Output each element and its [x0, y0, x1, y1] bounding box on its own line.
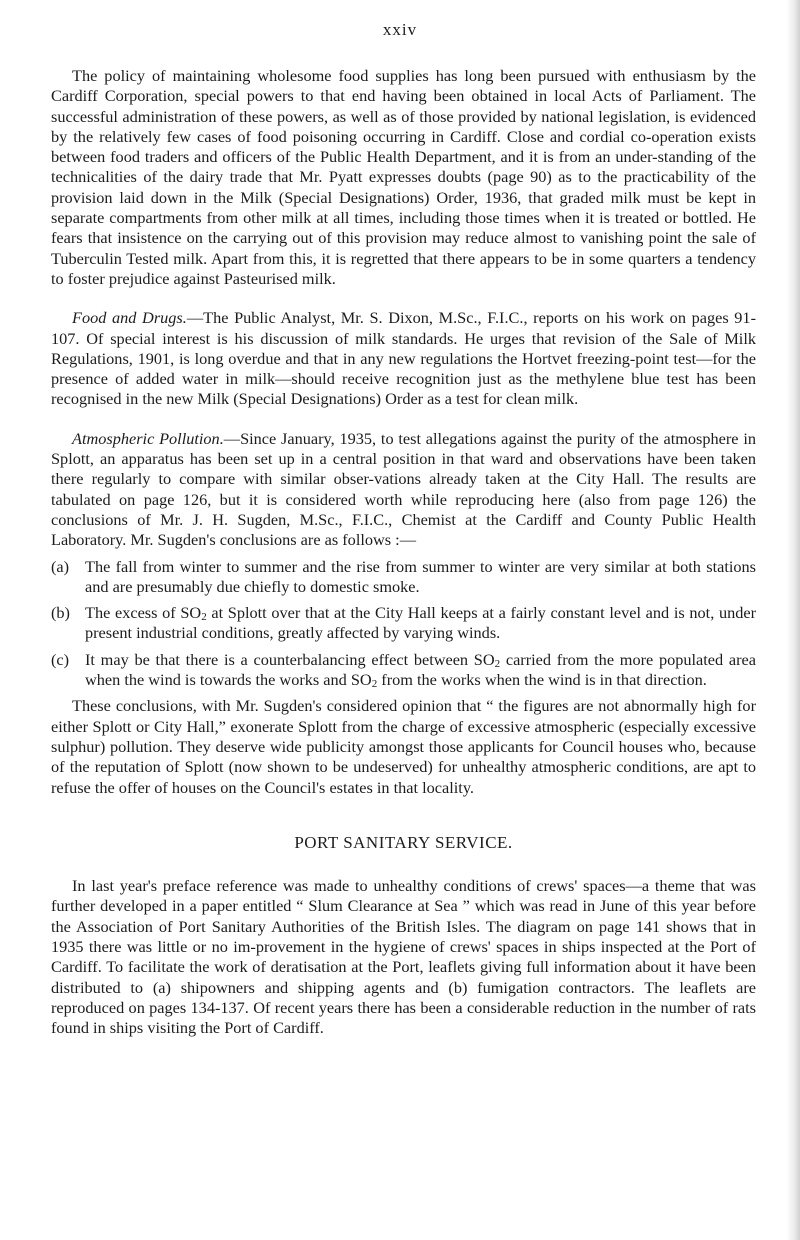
list-item	[51, 650, 756, 691]
conclusions-list	[51, 557, 756, 691]
page-edge-shadow	[786, 0, 800, 1240]
section-title-port-sanitary-service: PORT SANITARY SERVICE.	[294, 832, 513, 852]
list-item-text: The excess of $SO_2$ at Splott over that at the City Hall keeps at a fairly constant level and is not, under present industrial conditions, greatly affected by varying winds.	[85, 603, 757, 643]
subheading-atmospheric-pollution: Atmospheric Pollution.	[72, 428, 224, 448]
list-item-text: It may be that there is a counterbalancing effect between $SO_2$ carried from the more populated area when the wind is towards the works and $SO_2$ from the works when the wind is in that direction.	[85, 649, 757, 691]
paragraph-food-and-drugs	[51, 308, 756, 409]
list-item	[51, 557, 756, 598]
list-item	[51, 603, 756, 644]
food-and-drugs-text: —The Public Analyst, Mr. S. Dixon, M.Sc., F.I.C., reports on his work on pages 91-107. Of special interest is his discussion of milk standards. He urges that revision of the Sale of Milk Regulations, 1901, is long overdue and that in any new regulations the Hortvet freezing-point test—for the presence of added water in milk—should receive recognition just as the methylene blue test has been recognised in the new Milk (Special Designations) Order as a test for clean milk.	[51, 308, 756, 409]
atmospheric-pollution-text: —Since January, 1935, to test allegations against the purity of the atmosphere in Splott, an apparatus has been set up in a central position in that ward and observations have been taken there regularly to compare with similar obser-vations already taken at the City Hall. The results are tabulated on page 126, but it is considered worth while reproducing here (also from page 126) the conclusions of Mr. J. H. Sugden, M.Sc., F.I.C., Chemist at the Cardiff and County Public Health Laboratory. Mr. Sugden's conclusions are as follows :—	[51, 428, 756, 550]
paragraph-conclusions: These conclusions, with Mr. Sugden's considered opinion that “ the figures are not abnormally high for either Splott or City Hall,” exonerate Splott from the charge of excessive atmospheric (especially excessive sulphur) pollution. They deserve wide publicity amongst those applicants for Council houses who, because of the reputation of Splott (now shown to be undeserved) for unhealthy atmospheric conditions, are apt to refuse the offer of houses on the Council's estates in that locality.	[51, 696, 756, 797]
page-number: xxiv	[382, 20, 418, 39]
paragraph-atmospheric-pollution	[51, 429, 756, 551]
document-body	[51, 66, 756, 1038]
subheading-food-and-drugs: Food and Drugs.	[72, 308, 187, 328]
list-item-label: (c)	[51, 649, 70, 669]
paragraph-port-sanitary: In last year's preface reference was made to unhealthy conditions of crews' spaces—a theme that was further developed in a paper entitled “ Slum Clearance at Sea ” which was read in June of this year before the Association of Port Sanitary Authorities of the British Isles. The diagram on page 141 shows that in 1935 there was little or no im-provement in the hygiene of crews' spaces in ships inspected at the Port of Cardiff. To facilitate the work of deratisation at the Port, leaflets giving full information about it have been distributed to (a) shipowners and shipping agents and (b) fumigation contractors. The leaflets are reproduced on pages 134-137. Of recent years there has been a considerable reduction in the number of rats found in ships visiting the Port of Cardiff.	[51, 876, 756, 1038]
list-item-label: (a)	[51, 556, 70, 576]
list-item-label: (b)	[51, 603, 70, 623]
paragraph-food-supplies: The policy of maintaining wholesome food supplies has long been pursued with enthusiasm by the Cardiff Corporation, special powers to that end having been obtained in local Acts of Parliament. The successful administration of these powers, as well as of those provided by national legislation, is evidenced by the relatively few cases of food poisoning occurring in Cardiff. Close and cordial co-operation exists between food traders and officers of the Public Health Department, and it is from an under-standing of the technicalities of the dairy trade that Mr. Pyatt expresses doubts (page 90) as to the practicability of the provision laid down in the Milk (Special Designations) Order, 1936, that graded milk must be kept in separate compartments from other milk at all times, including those times when it is treated or bottled. He fears that insistence on the carrying out of this provision may reduce almost to vanishing point the sale of Tuberculin Tested milk. Apart from this, it is regretted that there appears to be in some quarters a tendency to foster prejudice against Pasteurised milk.	[51, 66, 756, 288]
list-item-text: The fall from winter to summer and the rise from summer to winter are very similar at both stations and are presumably due chiefly to domestic smoke.	[85, 556, 756, 596]
